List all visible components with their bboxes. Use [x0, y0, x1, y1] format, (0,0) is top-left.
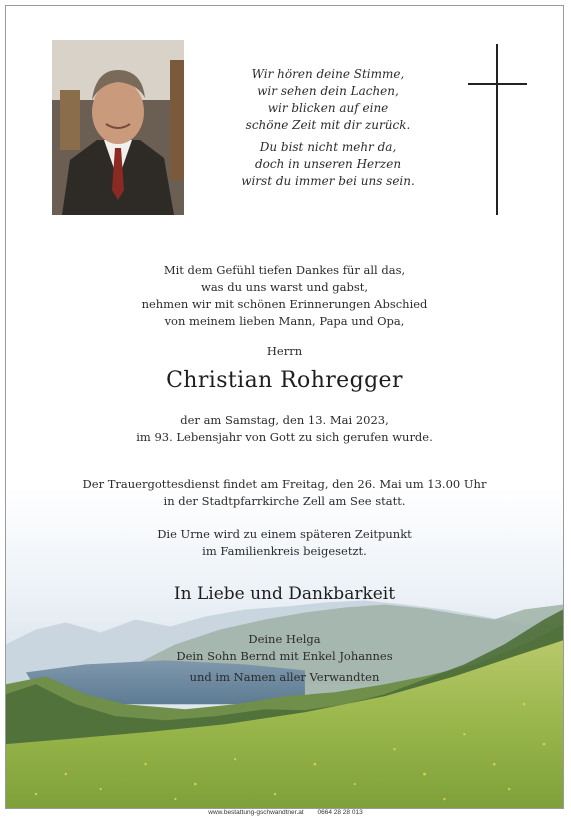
deceased-name: Christian Rohregger [166, 368, 403, 393]
footer [0, 809, 571, 816]
footer-website: www.bestattung-gschwandtner.at [208, 809, 304, 816]
death-info: der am Samstag, den 13. Mai 2023, im 93. Lebensjahr von Gott zu sich gerufen wurde. [136, 413, 433, 444]
closing-line: In Liebe und Dankbarkeit [173, 584, 396, 604]
poem-stanza-2: Du bist nicht mehr da, doch in unseren Herzen wirst du immer bei uns sein. [241, 140, 415, 188]
footer-phone: 0664 28 28 013 [317, 809, 363, 816]
intro-text: Mit dem Gefühl tiefen Dankes für all das, was du uns warst und gabst, nehmen wir mit schönen Erinnerungen Abschied von meinem lieben Mann, Papa und Opa, [141, 263, 428, 328]
obituary-card [5, 5, 564, 809]
portrait-photo [52, 40, 184, 215]
service-info: Der Trauergottesdienst findet am Freitag, den 26. Mai um 13.00 Uhr in der Stadtpfarrkirche Zell am See statt. [82, 477, 487, 508]
cross-horizontal [468, 83, 527, 85]
poem-stanza-1: Wir hören deine Stimme, wir sehen dein Lachen, wir blicken auf eine schöne Zeit mit dir zurück. [245, 67, 411, 132]
cross-vertical [496, 44, 498, 215]
urn-info: Die Urne wird zu einem späteren Zeitpunkt im Familienkreis beigesetzt. [157, 527, 412, 558]
mourners: Deine Helga Dein Sohn Bernd mit Enkel Johannes und im Namen aller Verwandten [176, 632, 393, 684]
salutation: Herrn [266, 344, 303, 358]
